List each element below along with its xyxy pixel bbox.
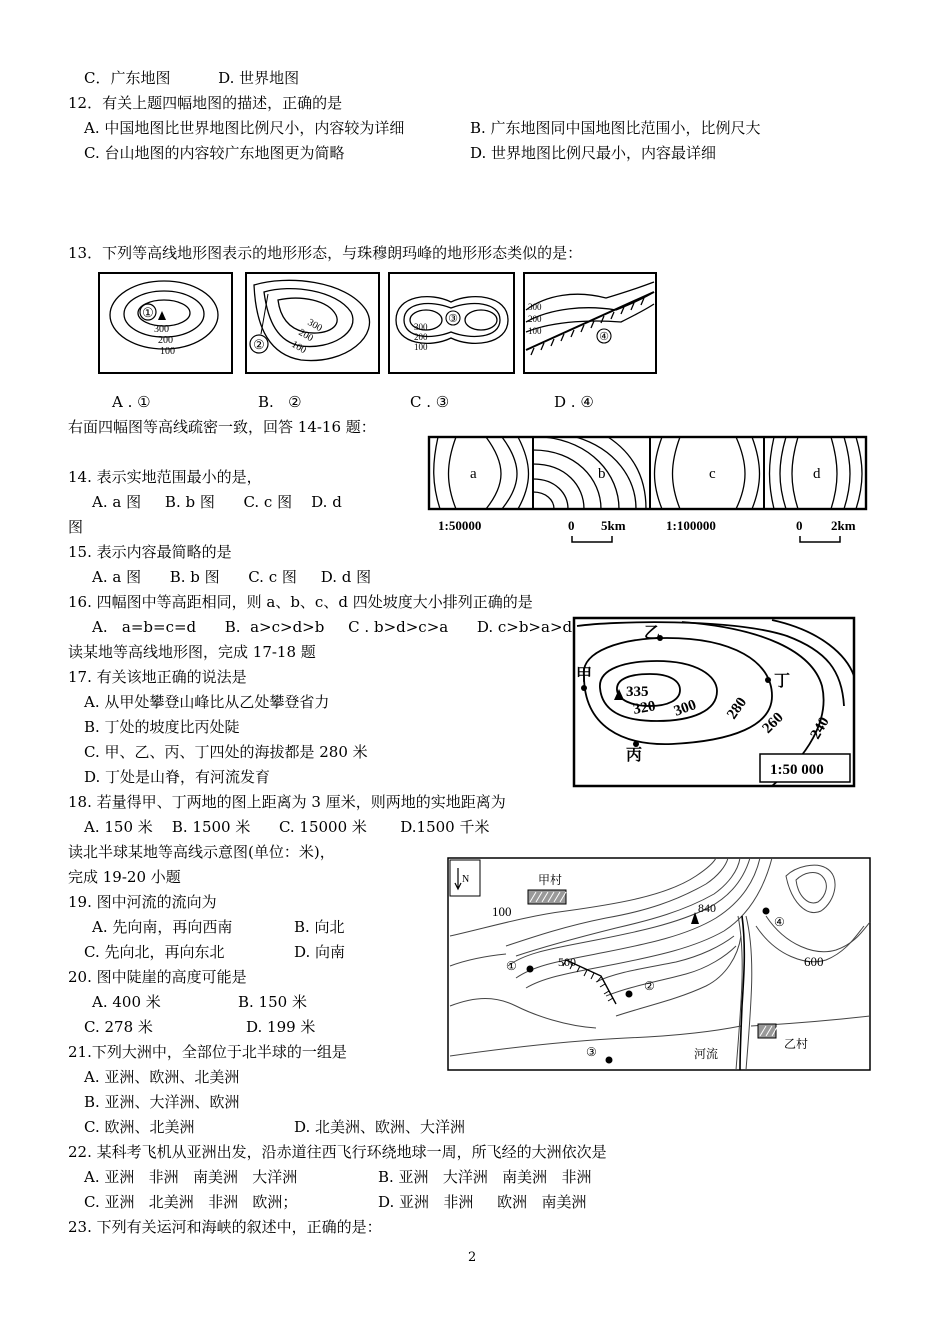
q20-stem: 20. 图中陡崖的高度可能是 xyxy=(68,968,247,986)
q15-options: A. a 图 B. b 图 C. c 图 D. d 图 xyxy=(92,568,372,586)
q13-option-a: A . ① xyxy=(112,393,151,411)
fig19-village-yi: 乙村 xyxy=(784,1037,809,1051)
q19-option-b: B. 向北 xyxy=(294,918,345,936)
fig13-label-1: ① xyxy=(142,305,154,320)
fig17-scale: 1:50 000 xyxy=(770,762,824,778)
q20-option-d: D. 199 米 xyxy=(246,1018,316,1036)
q16-options: A. a=b=c=d B. a>c>d>b C . b>d>c>a D. c>b>a>d xyxy=(92,618,573,636)
fig17-contour-260: 260 xyxy=(759,709,787,737)
q12-option-c: C. 台山地图的内容较广东地图更为简略 xyxy=(84,144,345,162)
fig14-bar-b-length: 5km xyxy=(601,518,626,533)
q17-option-a: A. 从甲处攀登山峰比从乙处攀登省力 xyxy=(84,693,330,711)
fig14-label-d: d xyxy=(813,466,821,482)
fig17-contour-280: 280 xyxy=(724,694,751,723)
fig17-contour-240: 240 xyxy=(807,714,833,742)
q14-options-cont: 图 xyxy=(68,518,84,536)
q14-16-intro: 右面四幅图等高线疏密一致，回答 14-16 题： xyxy=(68,418,376,436)
q22-stem: 22. 某科考飞机从亚洲出发，沿赤道往西飞行环绕地球一周，所飞经的大洲依次是 xyxy=(68,1143,607,1161)
q17-option-d: D. 丁处是山脊，有河流发育 xyxy=(84,768,271,786)
q17-18-intro: 读某地等高线地形图，完成 17-18 题 xyxy=(68,643,316,661)
fig19-north-arrow: N xyxy=(462,874,470,885)
fig14-bar-d-length: 2km xyxy=(831,518,856,533)
fig14-label-c: c xyxy=(709,466,716,482)
q13-option-c: C . ③ xyxy=(410,393,450,411)
q19-contour-map xyxy=(446,856,872,1072)
q18-options: A. 150 米 B. 1500 米 C. 15000 米 D.1500 千米 xyxy=(84,818,490,836)
fig13-contour-300c: 300 xyxy=(414,322,428,332)
fig14-scale-a: 1:50000 xyxy=(438,518,482,533)
q21-option-d: D. 北美洲、欧洲、大洋洲 xyxy=(294,1118,466,1136)
q16-stem: 16. 四幅图中等高距相同，则 a、b、c、d 四处坡度大小排列正确的是 xyxy=(68,593,533,611)
fig13-contour-100: 100 xyxy=(160,346,175,357)
q22-option-d: D. 亚洲 非洲 欧洲 南美洲 xyxy=(378,1193,587,1211)
fig19-contour-600: 600 xyxy=(804,954,824,969)
fig19-point-2: ② xyxy=(644,979,655,993)
fig13-label-2: ② xyxy=(253,337,265,352)
q12-option-d: D. 世界地图比例尺最小，内容最详细 xyxy=(470,144,717,162)
q12-option-a: A. 中国地图比世界地图比例尺小，内容较为详细 xyxy=(84,119,405,137)
fig19-point-3: ③ xyxy=(586,1045,597,1059)
q22-option-a: A. 亚洲 非洲 南美洲 大洋洲 xyxy=(84,1168,298,1186)
fig13-contour-100b: 100 xyxy=(289,339,308,357)
fig17-label-ding: 丁 xyxy=(774,673,791,690)
q21-option-c: C. 欧洲、北美洲 xyxy=(84,1118,195,1136)
fig13-contour-300d: 300 xyxy=(528,302,542,312)
q13-option-d: D . ④ xyxy=(554,393,594,411)
fig13-contour-100c: 100 xyxy=(414,342,428,352)
q23-stem: 23. 下列有关运河和海峡的叙述中，正确的是： xyxy=(68,1218,382,1236)
q17-stem: 17. 有关该地正确的说法是 xyxy=(68,668,247,686)
fig14-label-b: b xyxy=(598,466,606,482)
fig19-contour-500: 500 xyxy=(558,955,576,969)
q17-option-c: C. 甲、乙、丙、丁四处的海拔都是 280 米 xyxy=(84,743,368,761)
q17-option-b: B. 丁处的坡度比丙处陡 xyxy=(84,718,240,736)
q19-stem: 19. 图中河流的流向为 xyxy=(68,893,217,911)
q19-20-intro-cont: 完成 19-20 小题 xyxy=(68,868,181,886)
fig19-river-label: 河流 xyxy=(694,1047,719,1061)
q12-option-b: B. 广东地图同中国地图比范围小，比例尺大 xyxy=(470,119,761,137)
fig19-point-1: ① xyxy=(506,959,517,973)
q20-option-c: C. 278 米 xyxy=(84,1018,153,1036)
q18-stem: 18. 若量得甲、丁两地的图上距离为 3 厘米，则两地的实地距离为 xyxy=(68,793,506,811)
q15-stem: 15. 表示内容最简略的是 xyxy=(68,543,232,561)
q14-stem: 14. 表示实地范围最小的是， xyxy=(68,468,262,486)
fig19-point-4: ④ xyxy=(774,915,785,929)
fig17-label-yi: 乙 xyxy=(644,625,661,642)
q21-option-b: B. 亚洲、大洋洲、欧洲 xyxy=(84,1093,240,1111)
q20-option-b: B. 150 米 xyxy=(238,993,307,1011)
fig13-label-3: ③ xyxy=(448,313,458,325)
q17-contour-map xyxy=(572,616,856,788)
fig17-label-bing: 丙 xyxy=(626,747,643,764)
fig13-label-4: ④ xyxy=(599,331,609,343)
fig14-scale-c: 1:100000 xyxy=(666,518,716,533)
q13-option-b: B. ② xyxy=(258,393,302,411)
fig13-contour-200d: 200 xyxy=(528,314,542,324)
fig17-contour-320: 320 xyxy=(631,698,657,718)
page-number: 2 xyxy=(468,1250,477,1265)
fig13-contour-200: 200 xyxy=(158,335,173,346)
q19-option-c: C. 先向北，再向东北 xyxy=(84,943,225,961)
q12-stem: 12．有关上题四幅地图的描述，正确的是 xyxy=(68,94,343,112)
fig19-village-jia: 甲村 xyxy=(538,873,563,887)
q13-stem: 13．下列等高线地形图表示的地形形态，与珠穆朗玛峰的地形形态类似的是： xyxy=(68,244,583,262)
q20-option-a: A. 400 米 xyxy=(92,993,161,1011)
fig19-contour-100: 100 xyxy=(492,904,512,919)
fig14-bar-d-zero: 0 xyxy=(796,518,803,533)
q19-option-a: A. 先向南，再向西南 xyxy=(92,918,233,936)
q19-option-d: D. 向南 xyxy=(294,943,346,961)
fig17-peak-elevation: 335 xyxy=(626,684,649,700)
fig13-contour-300b: 300 xyxy=(305,317,324,335)
q21-option-a: A. 亚洲、欧洲、北美洲 xyxy=(84,1068,240,1086)
fig14-label-a: a xyxy=(470,466,477,482)
q11-option-cd: C．广东地图 D. 世界地图 xyxy=(84,69,300,87)
fig17-label-jia: 甲 xyxy=(576,667,593,684)
q21-stem: 21.下列大洲中，全部位于北半球的一组是 xyxy=(68,1043,347,1061)
fig19-peak-elevation: 840 xyxy=(698,901,716,915)
fig14-bar-b-zero: 0 xyxy=(568,518,575,533)
q14-options: A. a 图 B. b 图 C. c 图 D. d xyxy=(92,493,342,511)
fig13-contour-100d: 100 xyxy=(528,326,542,336)
fig13-contour-200c: 200 xyxy=(414,332,428,342)
q22-option-c: C. 亚洲 北美洲 非洲 欧洲； xyxy=(84,1193,298,1211)
fig13-contour-300: 300 xyxy=(154,324,169,335)
q19-20-intro: 读北半球某地等高线示意图(单位：米)， xyxy=(68,843,335,861)
q22-option-b: B. 亚洲 大洋洲 南美洲 非洲 xyxy=(378,1168,592,1186)
fig13-contour-200b: 200 xyxy=(296,327,315,345)
q14-contour-strips xyxy=(426,434,870,548)
q13-contour-figures xyxy=(96,270,662,380)
fig17-contour-300: 300 xyxy=(671,697,699,720)
